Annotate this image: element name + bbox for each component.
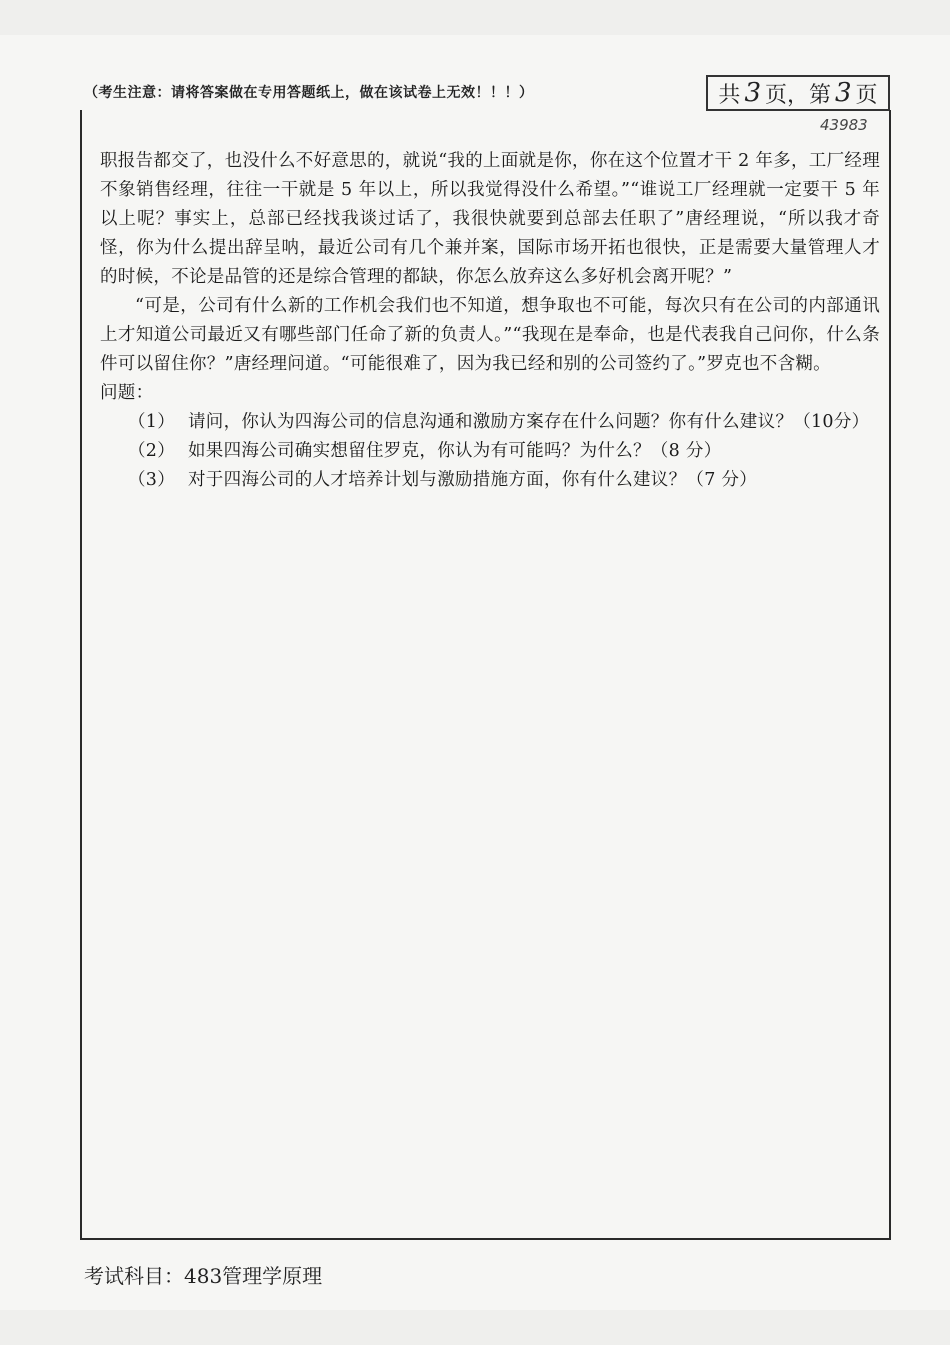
exam-notice: （考生注意：请将答案做在专用答题纸上，做在该试卷上无效！！！） (84, 85, 534, 101)
question-number: （2） (128, 441, 176, 461)
question-text: 如果四海公司确实想留住罗克，你认为有可能吗？为什么？（8 分） (188, 441, 722, 461)
question-text: 请问，你认为四海公司的信息沟通和激励方案存在什么问题？你有什么建议？（10分） (188, 412, 870, 432)
exam-code: 43983 (820, 116, 868, 134)
page-total-prefix: 共 (718, 82, 741, 108)
question-number: （1） (128, 412, 176, 432)
question-item (100, 437, 880, 466)
page-indicator (706, 75, 890, 111)
page-total: 3 (744, 78, 761, 108)
questions-label: 问题： (100, 383, 154, 403)
page-suffix: 页 (855, 82, 878, 108)
exam-content (100, 147, 880, 495)
paragraph-1: 职报告都交了，也没什么不好意思的，就说“我的上面就是你，你在这个位置才干 2 年多，工厂经理不象销售经理，往往一干就是 5 年以上，所以我觉得没什么希望。”“谁说工厂经理就一定要干 5 年以上呢？事实上，总部已经找我谈过话了，我很快就要到总部去任职了”唐经理说，“所以我才奇怪，你为什么提出辞呈呐，最近公司有几个兼并案，国际市场开拓也很快，正是需要大量管理人才的时候，不论是品管的还是综合管理的都缺，你怎么放弃这么多好机会离开呢？” (100, 151, 881, 287)
page-mid: 页，第 (764, 82, 831, 108)
paragraph-2: “可是，公司有什么新的工作机会我们也不知道，想争取也不可能，每次只有在公司的内部通讯上才知道公司最近又有哪些部门任命了新的负责人。”“我现在是奉命，也是代表我自己问你，什么条件可以留住你？”唐经理问道。“可能很难了，因为我已经和别的公司签约了。”罗克也不含糊。 (100, 296, 880, 374)
question-item (100, 466, 880, 495)
page-current: 3 (835, 78, 852, 108)
exam-subject: 考试科目：483管理学原理 (84, 1264, 323, 1288)
question-text: 对于四海公司的人才培养计划与激励措施方面，你有什么建议？（7 分） (188, 470, 758, 490)
question-item (100, 408, 880, 437)
question-number: （3） (128, 470, 176, 490)
